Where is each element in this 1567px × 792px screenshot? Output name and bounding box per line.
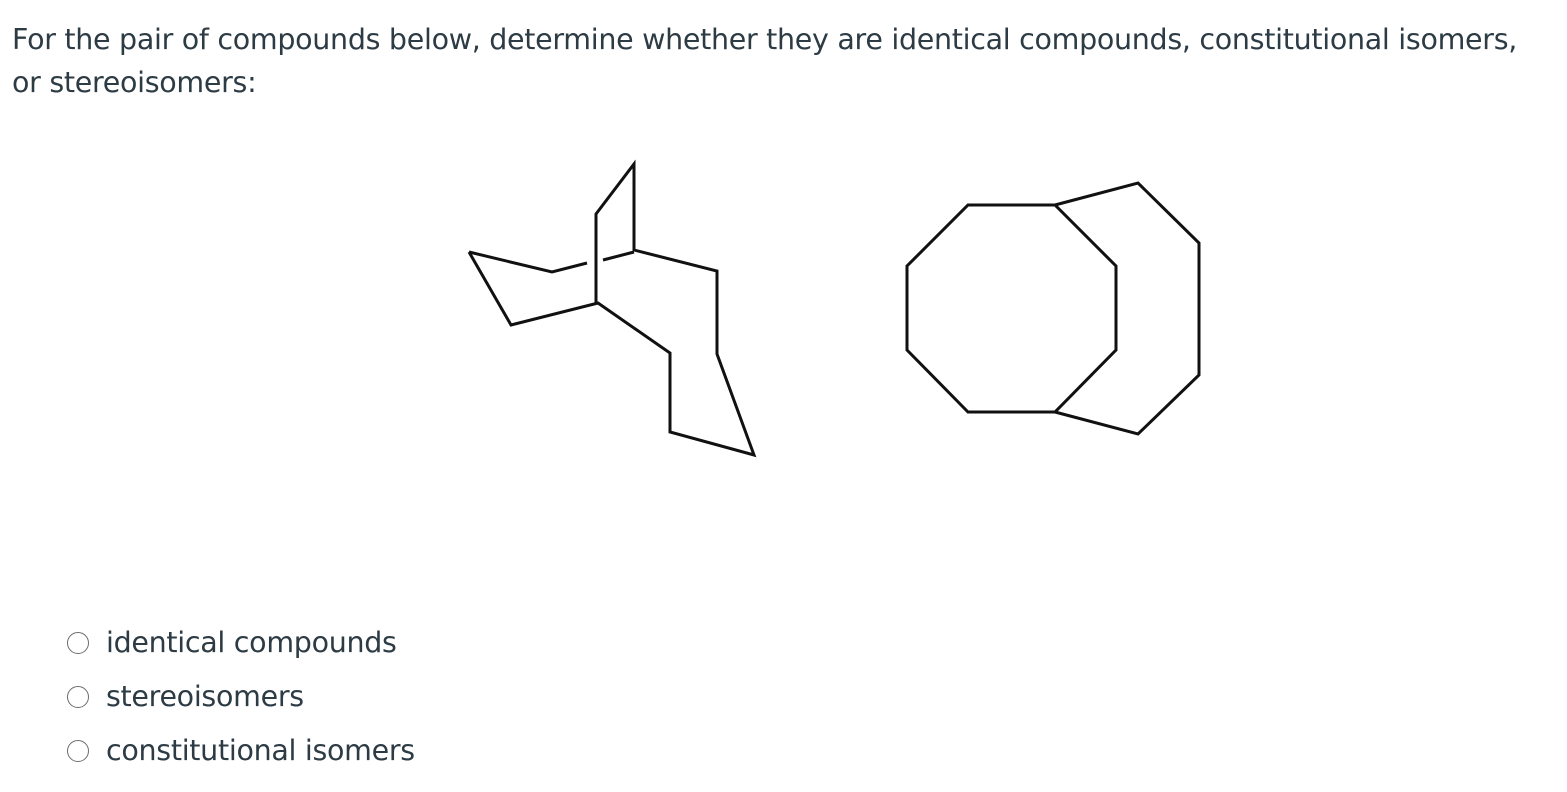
radio-button[interactable] (67, 632, 89, 654)
option-constitutional-isomers[interactable] (64, 724, 415, 778)
option-identical-compounds[interactable] (64, 616, 415, 670)
answer-options (64, 616, 415, 778)
option-label: stereoisomers (106, 680, 304, 713)
option-label: identical compounds (106, 626, 397, 659)
left-compound-structure (469, 164, 754, 455)
option-label: constitutional isomers (106, 734, 415, 767)
question-prompt: For the pair of compounds below, determine whether they are identical compounds, constitutional isomers, or stereoisomers: (12, 23, 1518, 99)
option-stereoisomers[interactable] (64, 670, 415, 724)
right-compound-structure (907, 183, 1199, 434)
radio-button[interactable] (67, 740, 89, 762)
radio-button[interactable] (67, 686, 89, 708)
